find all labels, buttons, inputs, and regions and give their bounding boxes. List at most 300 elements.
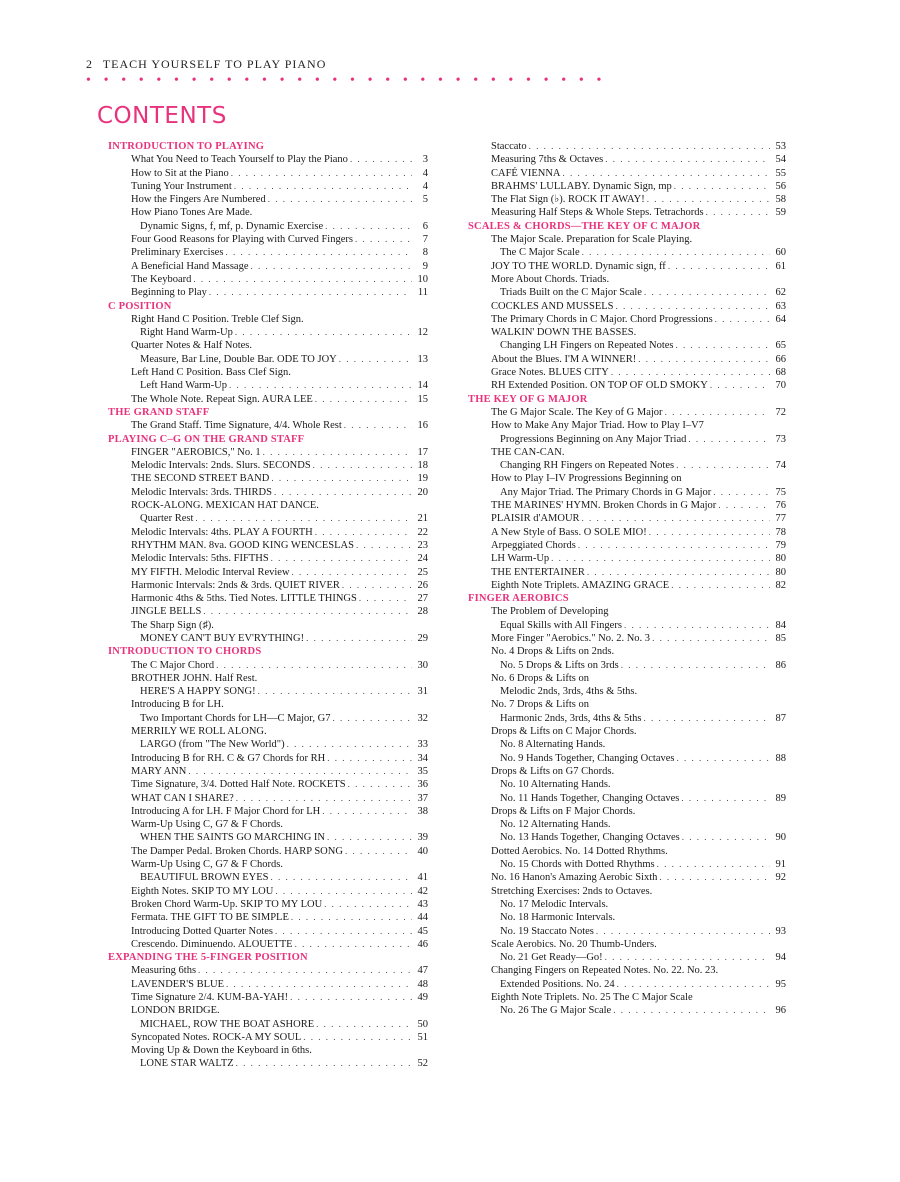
dot-leader: [295, 938, 412, 951]
toc-entry-title: How the Fingers Are Numbered: [131, 194, 266, 206]
dot-leader: [193, 273, 412, 286]
toc-entry: [468, 778, 786, 791]
dot-leader: [236, 1057, 412, 1070]
toc-entry: [108, 393, 428, 406]
toc-entry: [468, 925, 786, 938]
toc-entry-title: The Problem of Developing: [491, 606, 609, 618]
toc-page-number: 5: [422, 194, 428, 206]
toc-entry-title: How to Play I–IV Progressions Beginning on: [491, 473, 682, 485]
section-heading: [108, 645, 428, 658]
toc-entry-title: Changing RH Fingers on Repeated Notes: [500, 460, 675, 472]
dot-leader: [624, 619, 770, 632]
section-title: C POSITION: [108, 300, 172, 312]
toc-entry-title: Left Hand Warm-Up: [140, 380, 228, 392]
toc-entry: [108, 353, 428, 366]
toc-entry-title: LH Warm-Up: [491, 553, 550, 565]
toc-entry: [108, 712, 428, 725]
dot-leader: [234, 180, 412, 193]
toc-entry-title: More About Chords. Triads.: [491, 273, 610, 285]
dot-leader: [195, 512, 412, 525]
toc-entry-title: CAFÉ VIENNA: [491, 167, 561, 179]
dot-leader: [327, 831, 412, 844]
dot-leader: [306, 632, 412, 645]
toc-entry: [468, 499, 786, 512]
toc-page-number: 63: [775, 300, 786, 312]
dot-leader: [316, 1018, 412, 1031]
decorative-dot-rule: • • • • • • • • • • • • • • • • • • • • • • • • • • • • • •: [86, 73, 606, 88]
toc-entry: [468, 153, 786, 166]
toc-entry: [108, 246, 428, 259]
toc-page-number: 94: [775, 952, 786, 964]
dot-leader: [681, 792, 770, 805]
toc-entry-title: BRAHMS' LULLABY. Dynamic Sign, mp: [491, 180, 672, 192]
toc-entry: [468, 180, 786, 193]
toc-entry-title: Measuring 7ths & Octaves: [491, 154, 604, 166]
toc-entry: [468, 605, 786, 618]
running-header: [86, 57, 326, 72]
toc-page-number: 36: [417, 779, 428, 791]
toc-page-number: 74: [775, 460, 786, 472]
contents-column-left: [108, 140, 428, 1071]
toc-entry: [468, 260, 786, 273]
toc-entry: [108, 659, 428, 672]
toc-entry: [468, 433, 786, 446]
toc-page-number: 25: [417, 566, 428, 578]
toc-page-number: 75: [775, 486, 786, 498]
toc-entry: [108, 180, 428, 193]
toc-entry-title: No. 17 Melodic Intervals.: [500, 898, 609, 910]
toc-page-number: 77: [775, 513, 786, 525]
toc-entry: [468, 831, 786, 844]
toc-entry-title: COCKLES AND MUSSELS: [491, 300, 614, 312]
toc-entry-title: What You Need to Teach Yourself to Play the Piano: [131, 154, 348, 166]
toc-entry: [468, 300, 786, 313]
toc-page-number: 89: [775, 792, 786, 804]
toc-entry: [108, 619, 428, 632]
toc-page-number: 90: [775, 832, 786, 844]
toc-entry-title: Measuring 6ths: [131, 965, 197, 977]
toc-page-number: 19: [417, 473, 428, 485]
section-title: EXPANDING THE 5-FINGER POSITION: [108, 952, 308, 964]
toc-entry-title: MARY ANN: [131, 765, 187, 777]
dot-leader: [649, 526, 770, 539]
toc-page-number: 20: [417, 486, 428, 498]
toc-entry-title: Stretching Exercises: 2nds to Octaves.: [491, 885, 653, 897]
toc-entry: [108, 193, 428, 206]
dot-leader: [706, 206, 770, 219]
toc-entry: [108, 1031, 428, 1044]
toc-entry-title: WHEN THE SAINTS GO MARCHING IN: [140, 832, 326, 844]
toc-entry: [108, 326, 428, 339]
dot-leader: [345, 845, 412, 858]
toc-entry-title: Left Hand C Position. Bass Clef Sign.: [131, 367, 291, 379]
dot-leader: [275, 925, 412, 938]
page-number: 2: [86, 57, 93, 71]
toc-entry-title: THE SECOND STREET BAND: [131, 473, 270, 485]
toc-entry: [468, 765, 786, 778]
toc-page-number: 11: [417, 287, 428, 299]
toc-entry: [108, 1044, 428, 1057]
toc-page-number: 87: [775, 712, 786, 724]
toc-entry: [108, 765, 428, 778]
dot-leader: [292, 566, 412, 579]
toc-page-number: 46: [417, 938, 428, 950]
toc-page-number: 39: [417, 832, 428, 844]
dot-leader: [350, 153, 412, 166]
toc-entry: [468, 326, 786, 339]
dot-leader: [348, 778, 412, 791]
dot-leader: [327, 752, 412, 765]
toc-entry: [108, 472, 428, 485]
toc-entry-title: No. 9 Hands Together, Changing Octaves: [500, 752, 675, 764]
toc-entry: [108, 512, 428, 525]
toc-entry: [468, 472, 786, 485]
toc-entry-title: FINGER "AEROBICS," No. 1: [131, 446, 261, 458]
toc-entry: [108, 632, 428, 645]
section-heading: [108, 406, 428, 419]
toc-entry-title: Melodic 2nds, 3rds, 4ths & 5ths.: [500, 686, 638, 698]
toc-entry: [108, 831, 428, 844]
dot-leader: [718, 499, 770, 512]
dot-leader: [582, 246, 770, 259]
toc-page-number: 86: [775, 659, 786, 671]
toc-page-number: 40: [417, 845, 428, 857]
toc-entry-title: Eighth Note Triplets. No. 25 The C Major Scale: [491, 992, 693, 1003]
dot-leader: [216, 659, 412, 672]
toc-entry: [108, 818, 428, 831]
dot-leader: [578, 539, 770, 552]
dot-leader: [638, 353, 770, 366]
toc-entry-title: No. 19 Staccato Notes: [500, 925, 594, 937]
toc-page-number: 15: [417, 393, 428, 405]
toc-entry: [468, 698, 786, 711]
dot-leader: [605, 153, 770, 166]
toc-entry-title: THE CAN-CAN.: [491, 446, 565, 458]
toc-entry-title: Drops & Lifts on F Major Chords.: [491, 805, 636, 817]
toc-page-number: 82: [775, 579, 786, 591]
toc-entry: [468, 446, 786, 459]
toc-entry: [108, 167, 428, 180]
toc-entry-title: Grace Notes. BLUES CITY: [491, 367, 609, 379]
toc-entry: [108, 871, 428, 884]
toc-entry-title: Changing Fingers on Repeated Notes. No. 22. No. 23.: [491, 965, 719, 977]
toc-entry-title: No. 16 Hanon's Amazing Aerobic Sixth: [491, 872, 658, 884]
toc-entry-title: How Piano Tones Are Made.: [131, 207, 253, 219]
dot-leader: [356, 539, 412, 552]
toc-entry-title: Warm-Up Using C, G7 & F Chords.: [131, 819, 283, 831]
toc-entry-title: Quarter Rest: [140, 513, 194, 525]
toc-entry-title: Right Hand Warm-Up: [140, 327, 233, 339]
dot-leader: [582, 512, 770, 525]
toc-entry: [468, 712, 786, 725]
toc-entry: [468, 406, 786, 419]
toc-entry: [108, 858, 428, 871]
dot-leader: [647, 193, 770, 206]
toc-entry: [108, 752, 428, 765]
toc-page-number: 31: [417, 686, 428, 698]
toc-page-number: 85: [775, 632, 786, 644]
dot-leader: [676, 339, 770, 352]
toc-entry-title: LAVENDER'S BLUE: [131, 978, 224, 990]
toc-page-number: 43: [417, 898, 428, 910]
toc-entry: [468, 951, 786, 964]
toc-page-number: 64: [775, 313, 786, 325]
dot-leader: [613, 1004, 770, 1017]
dot-leader: [621, 659, 770, 672]
toc-entry: [468, 313, 786, 326]
toc-entry-title: Triads Built on the C Major Scale: [500, 287, 642, 299]
toc-page-number: 4: [422, 167, 428, 179]
toc-page-number: 66: [775, 353, 786, 365]
toc-entry: [108, 845, 428, 858]
dot-leader: [263, 446, 412, 459]
toc-page-number: 92: [775, 872, 786, 884]
toc-page-number: 21: [417, 513, 428, 525]
toc-entry-title: Melodic Intervals: 2nds. Slurs. SECONDS: [131, 460, 311, 472]
dot-leader: [616, 300, 770, 313]
dot-leader: [355, 233, 412, 246]
toc-entry-title: RH Extended Position. ON TOP OF OLD SMOKY: [491, 380, 708, 392]
section-title: THE GRAND STAFF: [108, 406, 210, 418]
toc-entry-title: Measure, Bar Line, Double Bar. ODE TO JOY: [140, 353, 337, 365]
toc-page-number: 54: [775, 154, 786, 166]
toc-entry-title: Progressions Beginning on Any Major Triad: [500, 433, 687, 445]
toc-entry-title: PLAISIR d'AMOUR: [491, 513, 580, 525]
toc-entry-title: Harmonic 4ths & 5ths. Tied Notes. LITTLE THINGS: [131, 593, 357, 605]
toc-page-number: 61: [775, 260, 786, 272]
dot-leader: [236, 792, 412, 805]
toc-entry-title: The Major Scale. Preparation for Scale Playing.: [491, 234, 693, 246]
dot-leader: [303, 1031, 412, 1044]
toc-page-number: 42: [417, 885, 428, 897]
toc-entry-title: The Grand Staff. Time Signature, 4/4. Whole Rest: [131, 420, 342, 432]
dot-leader: [198, 964, 412, 977]
toc-entry: [108, 898, 428, 911]
toc-entry: [468, 379, 786, 392]
toc-entry-title: About the Blues. I'M A WINNER!: [491, 353, 637, 365]
toc-page-number: 23: [417, 539, 428, 551]
toc-entry: [108, 273, 428, 286]
toc-entry-title: The Sharp Sign (♯).: [131, 619, 214, 631]
toc-entry: [108, 698, 428, 711]
toc-entry: [108, 592, 428, 605]
dot-leader: [203, 605, 412, 618]
toc-page-number: 22: [417, 526, 428, 538]
toc-entry: [108, 499, 428, 512]
toc-page-number: 41: [417, 872, 428, 884]
toc-entry: [108, 778, 428, 791]
toc-page-number: 93: [775, 925, 786, 937]
dot-leader: [652, 632, 770, 645]
toc-page-number: 10: [417, 273, 428, 285]
toc-entry: [468, 566, 786, 579]
toc-entry: [468, 978, 786, 991]
toc-entry: [108, 725, 428, 738]
toc-entry: [108, 366, 428, 379]
dot-leader: [332, 712, 412, 725]
toc-entry-title: LARGO (from "The New World"): [140, 739, 285, 751]
toc-entry: [468, 818, 786, 831]
toc-entry-title: No. 11 Hands Together, Changing Octaves: [500, 792, 680, 804]
toc-entry: [108, 566, 428, 579]
toc-page-number: 51: [417, 1031, 428, 1043]
dot-leader: [229, 379, 412, 392]
dot-leader: [665, 406, 770, 419]
toc-entry-title: Time Signature 2/4. KUM-BA-YAH!: [131, 992, 289, 1003]
dot-leader: [671, 579, 770, 592]
dot-leader: [271, 472, 412, 485]
toc-page-number: 65: [775, 340, 786, 352]
dot-leader: [563, 167, 770, 180]
toc-entry: [468, 339, 786, 352]
toc-entry: [108, 153, 428, 166]
toc-page-number: 34: [417, 752, 428, 764]
toc-entry-title: No. 12 Alternating Hands.: [500, 819, 611, 831]
toc-entry-title: WHAT CAN I SHARE?: [131, 792, 234, 804]
toc-entry: [108, 539, 428, 552]
toc-entry-title: THE ENTERTAINER: [491, 566, 585, 578]
toc-entry: [108, 672, 428, 685]
toc-entry-title: Measuring Half Steps & Whole Steps. Tetrachords: [491, 207, 704, 219]
toc-entry: [468, 871, 786, 884]
toc-entry-title: No. 8 Alternating Hands.: [500, 739, 606, 751]
toc-entry-title: MICHAEL, ROW THE BOAT ASHORE: [140, 1018, 315, 1030]
toc-entry-title: No. 5 Drops & Lifts on 3rds: [500, 659, 619, 671]
toc-entry: [468, 619, 786, 632]
toc-entry-title: Broken Chord Warm-Up. SKIP TO MY LOU: [131, 898, 323, 910]
toc-entry: [468, 845, 786, 858]
toc-page-number: 18: [417, 460, 428, 472]
toc-page-number: 8: [422, 247, 428, 259]
section-heading: [468, 592, 786, 605]
toc-entry-title: No. 13 Hands Together, Changing Octaves: [500, 832, 680, 844]
toc-entry-title: Any Major Triad. The Primary Chords in G Major: [500, 486, 712, 498]
toc-entry-title: Staccato: [491, 141, 527, 152]
toc-entry: [468, 898, 786, 911]
toc-page-number: 16: [417, 420, 428, 432]
dot-leader: [324, 898, 412, 911]
toc-entry: [108, 446, 428, 459]
toc-entry-title: No. 21 Get Ready—Go!: [500, 952, 603, 964]
toc-entry-title: Eighth Note Triplets. AMAZING GRACE: [491, 579, 670, 591]
toc-entry-title: No. 7 Drops & Lifts on: [491, 699, 589, 711]
toc-entry: [468, 273, 786, 286]
section-heading: [468, 393, 786, 406]
dot-leader: [274, 486, 412, 499]
page-title: CONTENTS: [97, 103, 227, 129]
toc-entry-title: A Beneficial Hand Massage: [131, 260, 249, 272]
toc-entry: [468, 1004, 786, 1017]
toc-page-number: 9: [422, 260, 428, 272]
toc-entry: [108, 486, 428, 499]
dot-leader: [617, 978, 770, 991]
toc-entry-title: The Primary Chords in C Major. Chord Progressions: [491, 313, 713, 325]
toc-entry-title: Introducing A for LH. F Major Chord for LH: [131, 805, 321, 817]
toc-entry-title: Syncopated Notes. ROCK-A MY SOUL: [131, 1031, 302, 1043]
dot-leader: [342, 579, 412, 592]
toc-entry: [108, 964, 428, 977]
toc-entry: [108, 419, 428, 432]
dot-leader: [359, 592, 412, 605]
toc-entry-title: Beginning to Play: [131, 287, 207, 299]
toc-entry-title: HERE'S A HAPPY SONG!: [140, 686, 256, 698]
toc-entry-title: LONE STAR WALTZ: [140, 1058, 234, 1070]
dot-leader: [611, 366, 770, 379]
toc-entry-title: Preliminary Exercises: [131, 247, 224, 259]
toc-entry: [468, 539, 786, 552]
toc-page-number: 32: [417, 712, 428, 724]
dot-leader: [715, 313, 770, 326]
toc-entry: [108, 925, 428, 938]
toc-page-number: 80: [775, 553, 786, 565]
toc-page-number: 47: [417, 965, 428, 977]
dot-leader: [605, 951, 770, 964]
toc-entry-title: The G Major Scale. The Key of G Major: [491, 406, 663, 418]
toc-entry-title: Two Important Chords for LH—C Major, G7: [140, 712, 331, 724]
toc-entry-title: JINGLE BELLS: [131, 606, 202, 618]
dot-leader: [291, 911, 412, 924]
toc-entry: [108, 379, 428, 392]
toc-entry-title: No. 26 The G Major Scale: [500, 1005, 612, 1017]
dot-leader: [325, 220, 412, 233]
dot-leader: [344, 419, 412, 432]
toc-entry: [108, 805, 428, 818]
toc-entry-title: More Finger "Aerobics." No. 2. No. 3: [491, 632, 651, 644]
section-heading: [108, 300, 428, 313]
toc-entry-title: The C Major Chord: [131, 659, 215, 671]
toc-entry-title: Four Good Reasons for Playing with Curved Fingers: [131, 234, 353, 246]
toc-entry: [108, 911, 428, 924]
dot-leader: [322, 805, 412, 818]
dot-leader: [287, 738, 412, 751]
toc-page-number: 58: [775, 194, 786, 206]
toc-page-number: 95: [775, 978, 786, 990]
toc-page-number: 44: [417, 912, 428, 924]
dot-leader: [271, 871, 412, 884]
toc-page-number: 79: [775, 539, 786, 551]
toc-entry-title: Introducing B for LH.: [131, 699, 224, 711]
toc-entry-title: BEAUTIFUL BROWN EYES: [140, 872, 269, 884]
toc-page-number: 4: [422, 180, 428, 192]
toc-entry: [468, 725, 786, 738]
toc-entry-title: MY FIFTH. Melodic Interval Review: [131, 566, 290, 578]
section-heading: [108, 433, 428, 446]
toc-entry: [468, 938, 786, 951]
toc-entry-title: The Keyboard: [131, 273, 192, 285]
toc-entry-title: Introducing Dotted Quarter Notes: [131, 925, 274, 937]
toc-entry-title: Tuning Your Instrument: [131, 180, 232, 192]
dot-leader: [258, 685, 412, 698]
toc-entry-title: The Whole Note. Repeat Sign. AURA LEE: [131, 393, 313, 405]
dot-leader: [339, 353, 412, 366]
toc-entry: [468, 286, 786, 299]
toc-entry: [468, 512, 786, 525]
section-title: SCALES & CHORDS—THE KEY OF C MAJOR: [468, 220, 701, 232]
toc-page-number: 70: [775, 380, 786, 392]
toc-page-number: 50: [417, 1018, 428, 1030]
toc-page-number: 38: [417, 805, 428, 817]
toc-page-number: 96: [775, 1005, 786, 1017]
dot-leader: [315, 393, 412, 406]
toc-entry-title: The C Major Scale: [500, 247, 580, 259]
toc-entry-title: Quarter Notes & Half Notes.: [131, 340, 253, 352]
toc-entry: [468, 552, 786, 565]
toc-entry: [468, 632, 786, 645]
toc-page-number: 76: [775, 500, 786, 512]
toc-entry-title: Fermata. THE GIFT TO BE SIMPLE: [131, 912, 289, 924]
toc-page-number: 53: [775, 141, 786, 152]
toc-entry: [108, 552, 428, 565]
